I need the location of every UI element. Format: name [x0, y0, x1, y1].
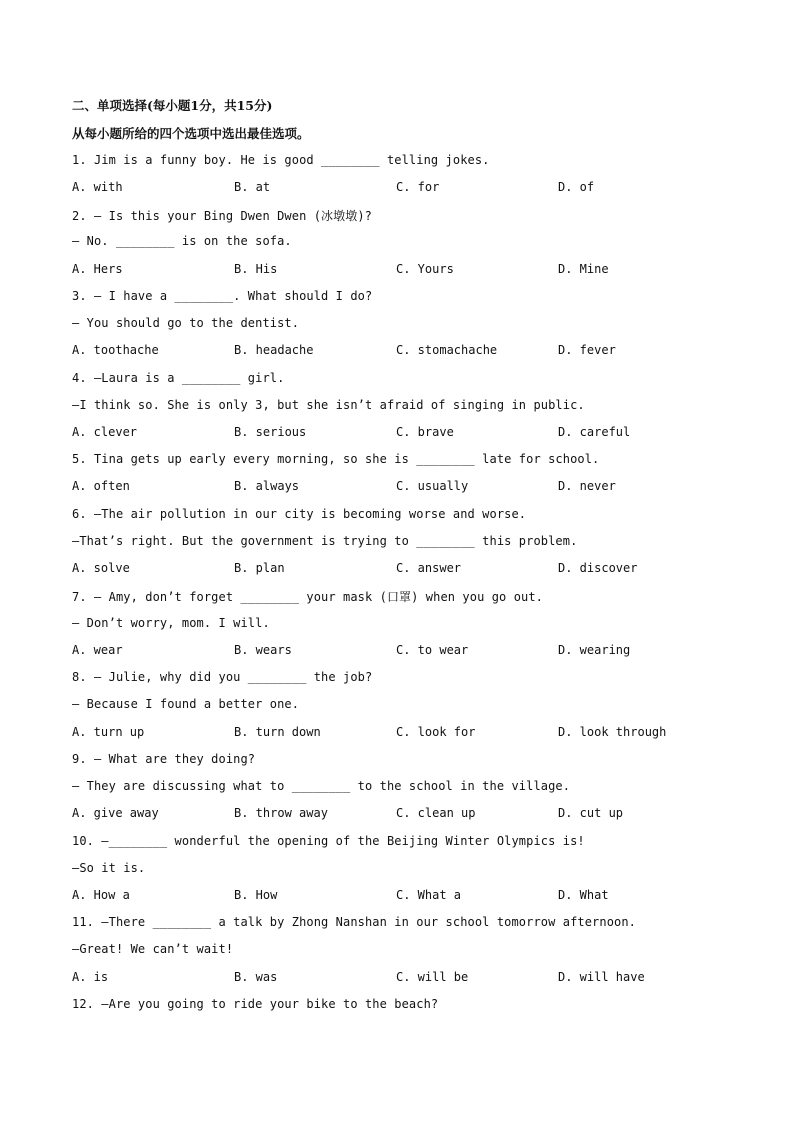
- question-8-reply: — Because I found a better one.: [72, 697, 300, 711]
- question-10-reply: —So it is.: [72, 861, 146, 875]
- q3-option-b: B. headache: [234, 343, 314, 357]
- question-10-stem: 10. —________ wonderful the opening of the Beijing Winter Olympics is!: [72, 834, 585, 848]
- q9-option-a: A. give away: [72, 806, 159, 820]
- q6-option-c: C. answer: [396, 561, 462, 575]
- q4-option-c: C. brave: [396, 425, 454, 439]
- question-4-stem: 4. —Laura is a ________ girl.: [72, 371, 285, 385]
- question-8-stem: 8. — Julie, why did you ________ the job?: [72, 670, 373, 684]
- q11-option-c: C. will be: [396, 970, 469, 984]
- q1-option-c: C. for: [396, 180, 440, 194]
- q2-option-c: C. Yours: [396, 262, 454, 276]
- q6-option-a: A. solve: [72, 561, 130, 575]
- q6-option-b: B. plan: [234, 561, 285, 575]
- question-4-reply: —I think so. She is only 3, but she isn’t afraid of singing in public.: [72, 398, 585, 412]
- question-6-stem: 6. —The air pollution in our city is becoming worse and worse.: [72, 507, 527, 521]
- question-11-reply: —Great! We can’t wait!: [72, 942, 234, 956]
- q8-option-b: B. turn down: [234, 725, 321, 739]
- q1-option-d: D. of: [558, 180, 595, 194]
- question-2-stem: 2. — Is this your Bing Dwen Dwen (冰墩墩)?: [72, 209, 372, 223]
- q3-option-c: C. stomachache: [396, 343, 498, 357]
- question-3-stem: 3. — I have a ________. What should I do?: [72, 289, 373, 303]
- q7-option-c: C. to wear: [396, 643, 469, 657]
- q11-option-d: D. will have: [558, 970, 645, 984]
- q5-option-d: D. never: [558, 479, 616, 493]
- q1-option-a: A. with: [72, 180, 123, 194]
- question-9-reply: — They are discussing what to ________ to the school in the village.: [72, 779, 571, 793]
- q5-option-c: C. usually: [396, 479, 469, 493]
- question-3-reply: — You should go to the dentist.: [72, 316, 300, 330]
- question-2-reply: — No. ________ is on the sofa.: [72, 234, 292, 248]
- q2-option-a: A. Hers: [72, 262, 123, 276]
- question-9-stem: 9. — What are they doing?: [72, 752, 256, 766]
- q9-option-d: D. cut up: [558, 806, 624, 820]
- q4-option-a: A. clever: [72, 425, 138, 439]
- q11-option-a: A. is: [72, 970, 109, 984]
- q7-option-b: B. wears: [234, 643, 292, 657]
- question-12-stem: 12. —Are you going to ride your bike to the beach?: [72, 997, 439, 1011]
- q7-option-d: D. wearing: [558, 643, 631, 657]
- q9-option-c: C. clean up: [396, 806, 476, 820]
- q9-option-b: B. throw away: [234, 806, 328, 820]
- q2-option-d: D. Mine: [558, 262, 609, 276]
- q8-option-c: C. look for: [396, 725, 476, 739]
- q1-option-b: B. at: [234, 180, 271, 194]
- question-7-reply: — Don’t worry, mom. I will.: [72, 616, 270, 630]
- q11-option-b: B. was: [234, 970, 278, 984]
- q4-option-d: D. careful: [558, 425, 631, 439]
- q8-option-d: D. look through: [558, 725, 667, 739]
- q7-option-a: A. wear: [72, 643, 123, 657]
- q10-option-d: D. What: [558, 888, 609, 902]
- section-title: 二、单项选择(每小题1分，共15分): [72, 98, 273, 113]
- q3-option-d: D. fever: [558, 343, 616, 357]
- q3-option-a: A. toothache: [72, 343, 159, 357]
- q5-option-a: A. often: [72, 479, 130, 493]
- q6-option-d: D. discover: [558, 561, 638, 575]
- question-6-reply: —That’s right. But the government is trying to ________ this problem.: [72, 534, 578, 548]
- q10-option-b: B. How: [234, 888, 278, 902]
- q8-option-a: A. turn up: [72, 725, 145, 739]
- question-5-stem: 5. Tina gets up early every morning, so she is ________ late for school.: [72, 452, 600, 466]
- q10-option-a: A. How a: [72, 888, 130, 902]
- question-7-stem: 7. — Amy, don’t forget ________ your mask (口罩) when you go out.: [72, 590, 544, 604]
- q2-option-b: B. His: [234, 262, 278, 276]
- q10-option-c: C. What a: [396, 888, 462, 902]
- question-11-stem: 11. —There ________ a talk by Zhong Nanshan in our school tomorrow afternoon.: [72, 915, 636, 929]
- q4-option-b: B. serious: [234, 425, 307, 439]
- q5-option-b: B. always: [234, 479, 300, 493]
- section-instruction: 从每小题所给的四个选项中选出最佳选项。: [72, 126, 310, 141]
- question-1-stem: 1. Jim is a funny boy. He is good ________ telling jokes.: [72, 153, 490, 167]
